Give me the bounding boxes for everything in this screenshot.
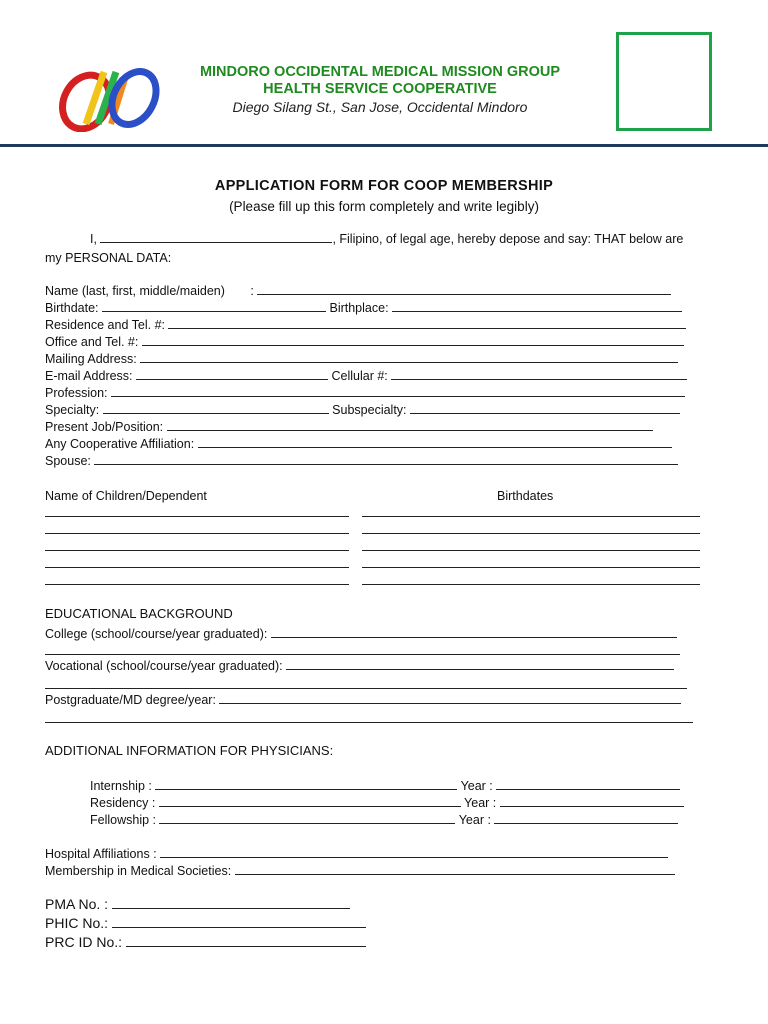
subspecialty-field[interactable] (410, 402, 680, 414)
birthdate-label: Birthdate: (45, 301, 99, 315)
residence-field[interactable] (168, 317, 686, 329)
office-field[interactable] (142, 334, 684, 346)
residency-year-label: Year : (464, 796, 497, 810)
form-title: APPLICATION FORM FOR COOP MEMBERSHIP (214, 178, 554, 194)
office-row (45, 334, 684, 350)
email-label: E-mail Address: (45, 369, 133, 383)
child-name-field[interactable] (45, 516, 349, 517)
intro-line (90, 231, 683, 247)
postgrad-field-continuation[interactable] (45, 722, 693, 723)
vocational-field[interactable] (286, 658, 674, 670)
pma-field[interactable] (112, 897, 350, 909)
vocational-row (45, 658, 674, 674)
residence-label: Residence and Tel. #: (45, 318, 165, 332)
birthplace-field[interactable] (392, 300, 682, 312)
residency-row (90, 795, 684, 811)
phic-label: PHIC No.: (45, 915, 109, 931)
internship-label: Internship : (90, 779, 152, 793)
child-name-field[interactable] (45, 584, 349, 585)
subspecialty-label: Subspecialty: (332, 403, 407, 417)
pma-label: PMA No. : (45, 896, 109, 912)
college-label: College (school/course/year graduated): (45, 627, 268, 641)
office-label: Office and Tel. #: (45, 335, 139, 349)
fellowship-year-label: Year : (458, 813, 491, 827)
college-field-continuation[interactable] (45, 654, 680, 655)
org-subname: HEALTH SERVICE COOPERATIVE (263, 81, 497, 97)
child-birthdate-field[interactable] (362, 516, 700, 517)
organization-block (150, 64, 610, 116)
name-field[interactable] (257, 283, 671, 295)
children-name-header: Name of Children/Dependent (45, 489, 207, 503)
header-divider (0, 144, 768, 147)
email-row (45, 368, 687, 384)
residence-row (45, 317, 686, 333)
societies-label: Membership in Medical Societies: (45, 864, 232, 878)
phic-field[interactable] (112, 916, 366, 928)
internship-year-field[interactable] (496, 778, 680, 790)
specialty-label: Specialty: (45, 403, 100, 417)
societies-field[interactable] (235, 863, 675, 875)
name-label: Name (last, first, middle/maiden) (45, 284, 225, 298)
child-birthdate-field[interactable] (362, 533, 700, 534)
internship-row (90, 778, 680, 794)
child-name-field[interactable] (45, 533, 349, 534)
residency-label: Residency : (90, 796, 156, 810)
org-name: MINDORO OCCIDENTAL MEDICAL MISSION GROUP (199, 64, 561, 80)
prc-label: PRC ID No.: (45, 934, 123, 950)
hospital-label: Hospital Affiliations : (45, 847, 157, 861)
child-birthdate-field[interactable] (362, 567, 700, 568)
mailing-label: Mailing Address: (45, 352, 137, 366)
prc-field[interactable] (126, 935, 366, 947)
college-field[interactable] (271, 626, 677, 638)
phic-row (45, 915, 366, 931)
job-row (45, 419, 653, 435)
residency-field[interactable] (159, 795, 461, 807)
profession-field[interactable] (111, 385, 685, 397)
letterhead (0, 0, 768, 150)
spouse-field[interactable] (94, 453, 678, 465)
intro-text: , Filipino, of legal age, hereby depose and say: THAT below are (332, 232, 684, 246)
mailing-row (45, 351, 678, 367)
cellular-label: Cellular #: (331, 369, 388, 383)
child-name-field[interactable] (45, 567, 349, 568)
internship-field[interactable] (155, 778, 457, 790)
profession-label: Profession: (45, 386, 108, 400)
affiliation-label: Any Cooperative Affiliation: (45, 437, 195, 451)
job-field[interactable] (167, 419, 653, 431)
postgrad-row (45, 692, 681, 708)
hospital-row (45, 846, 668, 862)
org-address: Diego Silang St., San Jose, Occidental Mindoro (232, 99, 528, 115)
fellowship-row (90, 812, 678, 828)
fellowship-year-field[interactable] (494, 812, 678, 824)
societies-row (45, 863, 675, 879)
fellowship-label: Fellowship : (90, 813, 156, 827)
job-label: Present Job/Position: (45, 420, 164, 434)
specialty-field[interactable] (103, 402, 329, 414)
pma-row (45, 896, 350, 912)
photo-box (616, 32, 712, 131)
physicians-heading: ADDITIONAL INFORMATION FOR PHYSICIANS: (45, 743, 334, 758)
affiliation-row (45, 436, 672, 452)
name-row (45, 283, 671, 299)
birthdate-field[interactable] (102, 300, 326, 312)
intro-line-2: my PERSONAL DATA: (45, 251, 172, 265)
education-heading: EDUCATIONAL BACKGROUND (45, 606, 233, 621)
postgrad-field[interactable] (219, 692, 681, 704)
child-birthdate-field[interactable] (362, 550, 700, 551)
vocational-label: Vocational (school/course/year graduated): (45, 659, 283, 673)
mailing-field[interactable] (140, 351, 678, 363)
children-birthdate-header: Birthdates (497, 489, 554, 503)
intro-i: I, (90, 232, 97, 246)
birth-row (45, 300, 682, 316)
form-subtitle: (Please fill up this form completely and write legibly) (229, 199, 539, 214)
vocational-field-continuation[interactable] (45, 688, 687, 689)
name-colon: : (250, 284, 254, 298)
specialty-row (45, 402, 680, 418)
residency-year-field[interactable] (500, 795, 684, 807)
fellowship-field[interactable] (159, 812, 455, 824)
email-field[interactable] (136, 368, 328, 380)
hospital-field[interactable] (160, 846, 668, 858)
affiliation-field[interactable] (198, 436, 672, 448)
declarant-name-field[interactable] (100, 231, 332, 243)
profession-row (45, 385, 685, 401)
child-name-field[interactable] (45, 550, 349, 551)
postgrad-label: Postgraduate/MD degree/year: (45, 693, 216, 707)
cellular-field[interactable] (391, 368, 687, 380)
birthplace-label: Birthplace: (329, 301, 389, 315)
internship-year-label: Year : (460, 779, 493, 793)
spouse-label: Spouse: (45, 454, 91, 468)
college-row (45, 626, 677, 642)
prc-row (45, 934, 366, 950)
spouse-row (45, 453, 678, 469)
child-birthdate-field[interactable] (362, 584, 700, 585)
